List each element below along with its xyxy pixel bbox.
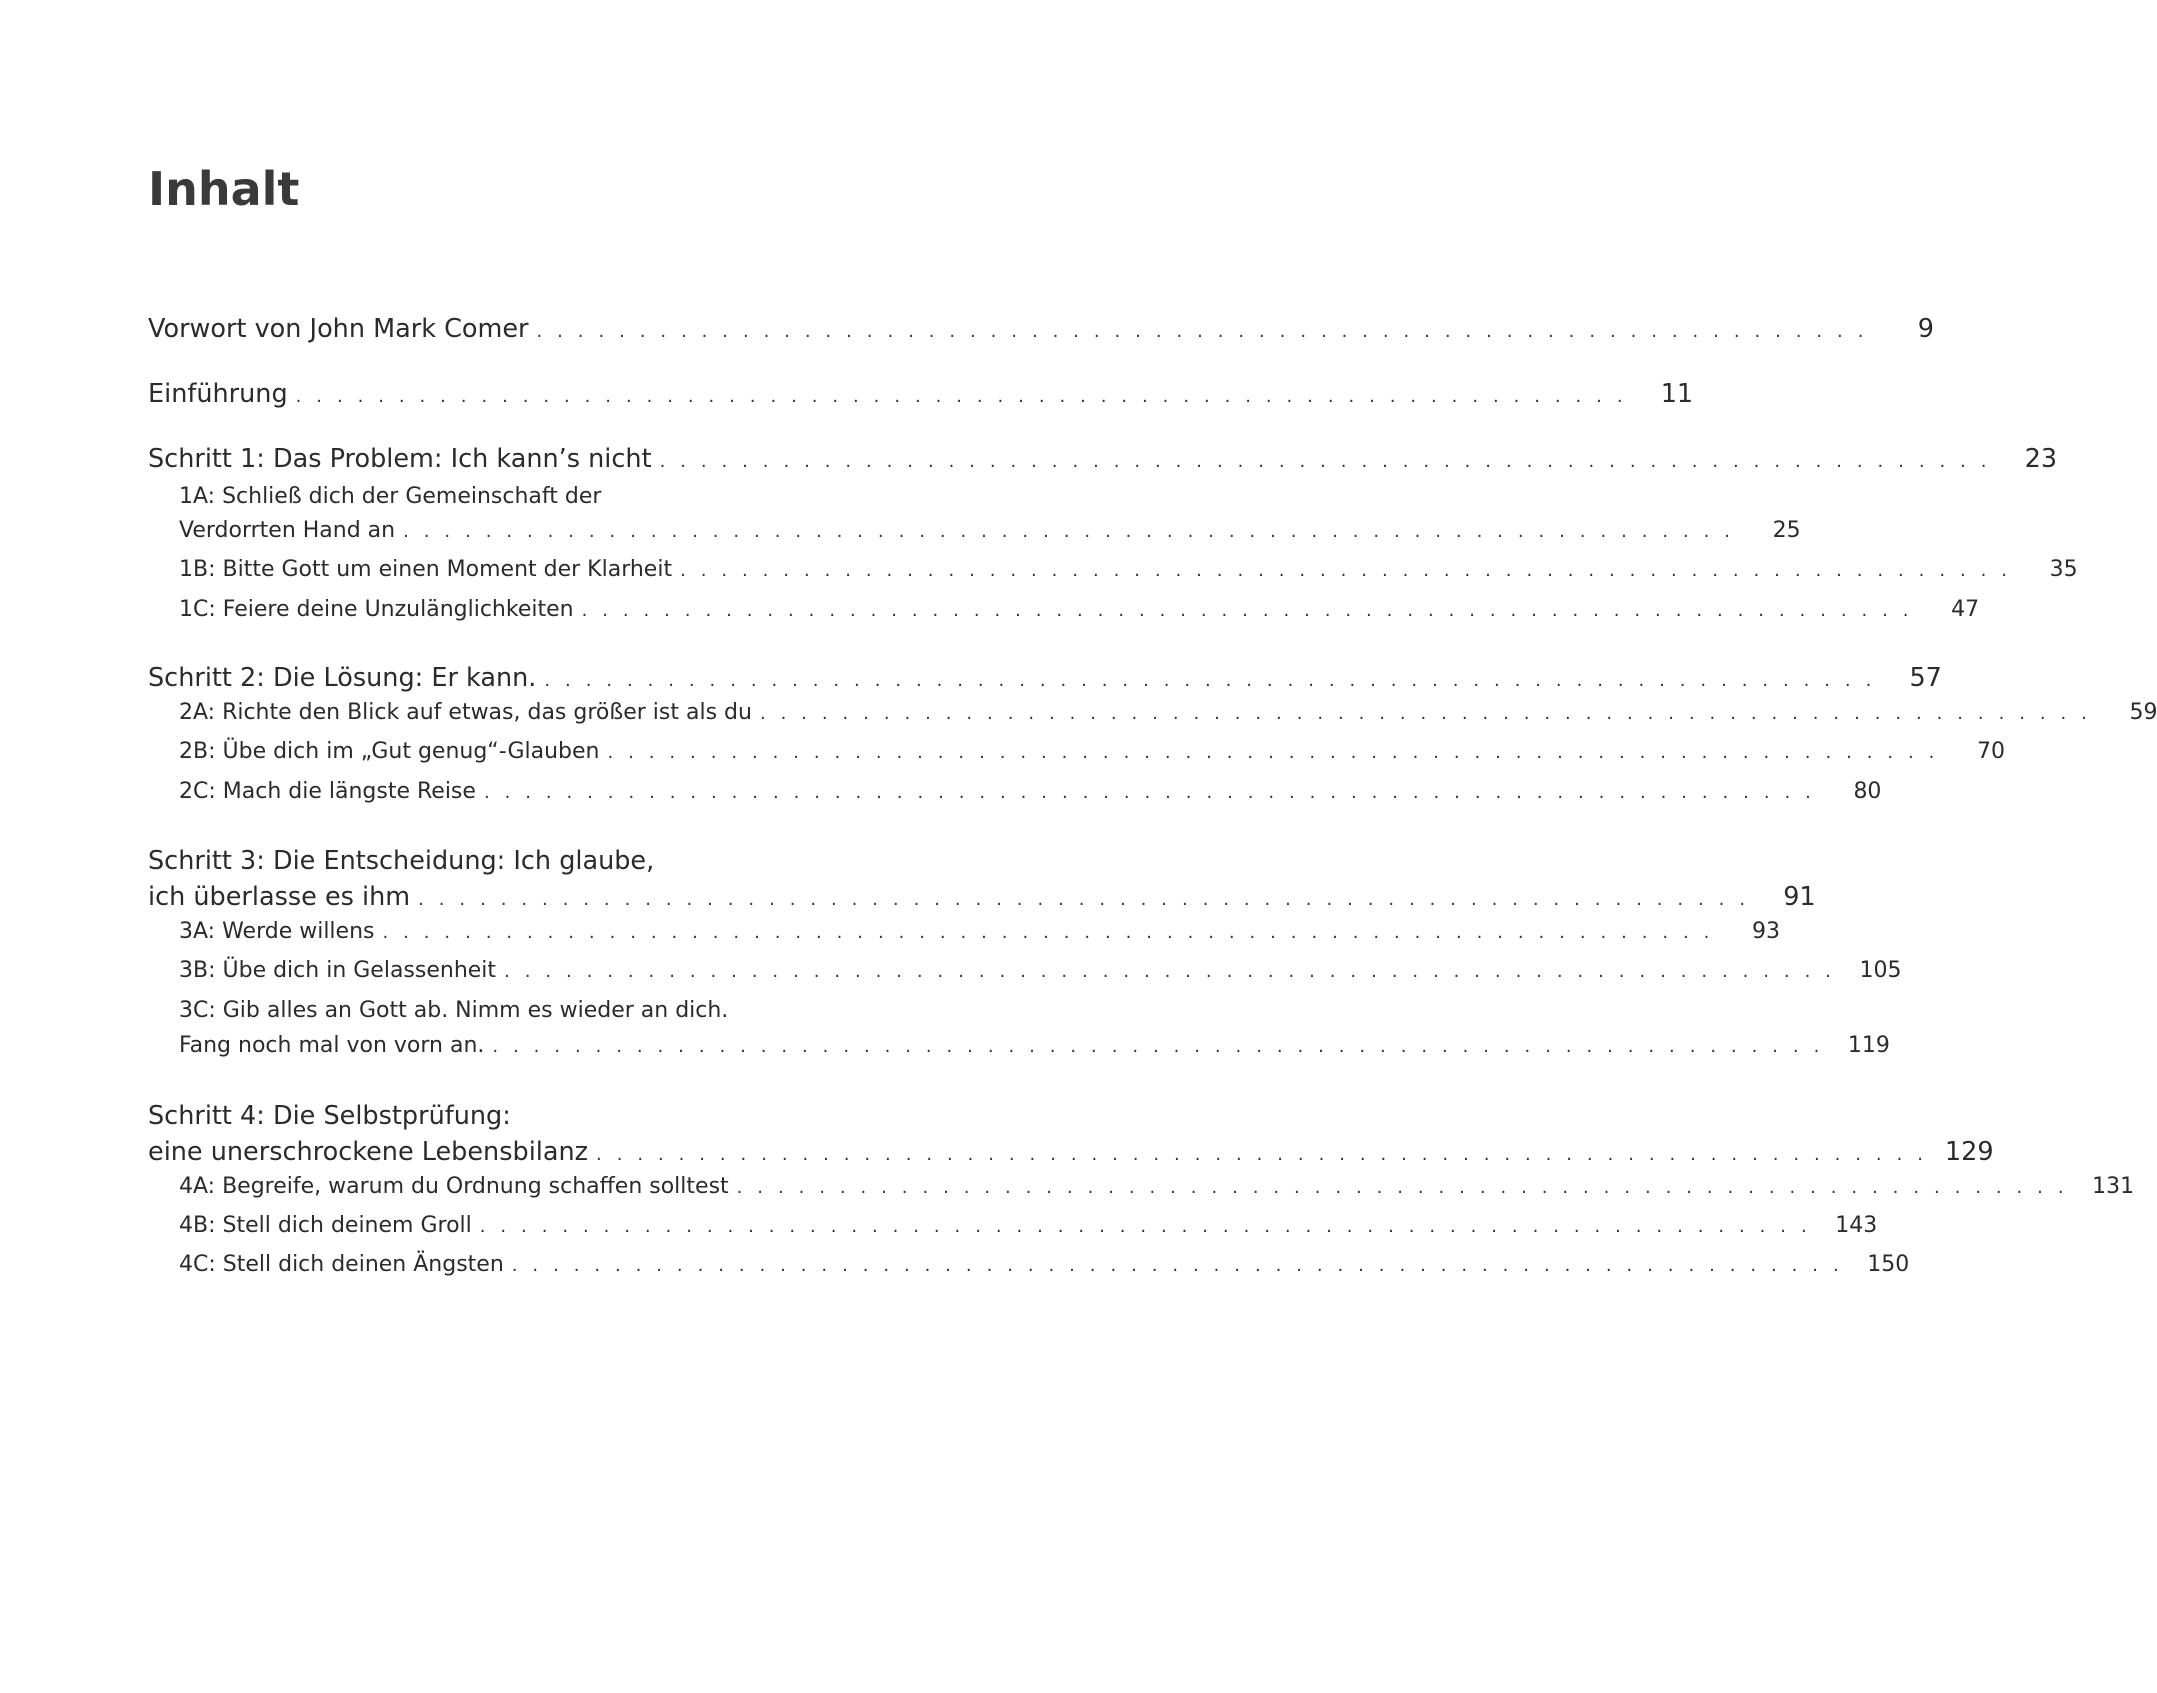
page-title: Inhalt	[148, 162, 300, 216]
toc-entry-4a[interactable]	[148, 1174, 2135, 1210]
toc-entry-1c[interactable]	[148, 597, 1980, 633]
toc-entry-page: 105	[1859, 958, 1902, 983]
leader-dots: . . . . . . . . . . . . . . . . . . . . . . . . . . . . . . . . . . . . . . . . . . . . . . . . . . . . . . . . . . . . . . . . .	[596, 1144, 1928, 1165]
toc-entry-label: Einführung	[148, 379, 288, 409]
leader-dots: . . . . . . . . . . . . . . . . . . . . . . . . . . . . . . . . . . . . . . . . . . . . . . . . . . . . . . . . . . . . . . . . .	[492, 1036, 1824, 1057]
toc-entry-2c[interactable]	[148, 779, 1882, 815]
toc-entry-label: Verdorrten Hand an	[179, 518, 396, 543]
toc-entry-label: 4A: Begreife, warum du Ordnung schaffen solltest	[179, 1174, 729, 1199]
toc-entry-3b[interactable]	[148, 958, 1902, 994]
toc-entry-page: 150	[1867, 1252, 1910, 1277]
toc-entry-page: 131	[2092, 1174, 2135, 1199]
leader-dots: . . . . . . . . . . . . . . . . . . . . . . . . . . . . . . . . . . . . . . . . . . . . . . . . . . . . . . . . . . . . . . . . .	[607, 742, 1939, 763]
leader-dots: . . . . . . . . . . . . . . . . . . . . . . . . . . . . . . . . . . . . . . . . . . . . . . . . . . . . . . . . . . . . . . . . .	[403, 521, 1735, 542]
toc-entry-1a-line1: 1A: Schließ dich der Gemeinschaft der	[179, 484, 602, 509]
toc-entry-page: 11	[1660, 379, 1694, 409]
leader-dots: . . . . . . . . . . . . . . . . . . . . . . . . . . . . . . . . . . . . . . . . . . . . . . . . . . . . . . . . . . . . . . . . .	[483, 782, 1816, 803]
toc-entry-label: 3B: Übe dich in Gelassenheit	[179, 958, 497, 983]
toc-entry-label: 2B: Übe dich im „Gut genug“-Glauben	[179, 739, 600, 764]
toc-entry-label: ich überlasse es ihm	[148, 882, 411, 912]
toc-entry-4b[interactable]	[148, 1213, 1878, 1249]
toc-entry-3c-line1: 3C: Gib alles an Gott ab. Nimm es wieder an dich.	[179, 998, 729, 1023]
toc-entry-2b[interactable]	[148, 739, 2005, 775]
toc-entry-4c[interactable]	[148, 1252, 1910, 1288]
toc-entry-schritt-4-line1: Schritt 4: Die Selbstprüfung:	[148, 1101, 511, 1131]
toc-entry-page: 9	[1917, 314, 1935, 344]
toc-entry-page: 129	[1944, 1137, 1994, 1167]
toc-entry-page: 47	[1951, 597, 1980, 622]
toc-entry-label: 3A: Werde willens	[179, 919, 375, 944]
leader-dots: . . . . . . . . . . . . . . . . . . . . . . . . . . . . . . . . . . . . . . . . . . . . . . . . . . . . . . . . . . . . . . . . .	[511, 1255, 1844, 1276]
toc-entry-1b[interactable]	[148, 557, 2078, 593]
toc-entry-label: Fang noch mal von vorn an.	[179, 1033, 485, 1058]
toc-entry-2a[interactable]	[148, 700, 2157, 736]
toc-entry-schritt-3-line1: Schritt 3: Die Entscheidung: Ich glaube,	[148, 846, 655, 876]
toc-entry-schritt-2[interactable]	[148, 663, 1942, 699]
leader-dots: . . . . . . . . . . . . . . . . . . . . . . . . . . . . . . . . . . . . . . . . . . . . . . . . . . . . . . . . . . . . . . . . .	[659, 451, 1992, 472]
toc-entry-label: 1B: Bitte Gott um einen Moment der Klarheit	[179, 557, 673, 582]
toc-entry-schritt-3[interactable]	[148, 882, 1816, 918]
leader-dots: . . . . . . . . . . . . . . . . . . . . . . . . . . . . . . . . . . . . . . . . . . . . . . . . . . . . . . . . . . . . . . . . .	[418, 889, 1750, 910]
toc-entry-label: 4B: Stell dich deinem Groll	[179, 1213, 472, 1238]
toc-entry-page: 80	[1853, 779, 1882, 804]
toc-entry-page: 91	[1783, 882, 1816, 912]
toc-entry-vorwort[interactable]	[148, 314, 1935, 350]
leader-dots: . . . . . . . . . . . . . . . . . . . . . . . . . . . . . . . . . . . . . . . . . . . . . . . . . . . . . . . . . . . . . . . . .	[295, 386, 1628, 407]
leader-dots: . . . . . . . . . . . . . . . . . . . . . . . . . . . . . . . . . . . . . . . . . . . . . . . . . . . . . . . . . . . . . . . . .	[382, 922, 1714, 943]
toc-entry-schritt-4[interactable]	[148, 1137, 1994, 1173]
toc-entry-schritt-1[interactable]	[148, 444, 2058, 480]
toc-entry-label: eine unerschrockene Lebensbilanz	[148, 1137, 589, 1167]
toc-entry-page: 93	[1752, 919, 1780, 944]
toc-entry-page: 35	[2049, 557, 2078, 582]
toc-entry-einfuehrung[interactable]	[148, 379, 1694, 415]
leader-dots: . . . . . . . . . . . . . . . . . . . . . . . . . . . . . . . . . . . . . . . . . . . . . . . . . . . . . . . . . . . . . . . . .	[536, 321, 1869, 342]
toc-entry-3a[interactable]	[148, 919, 1780, 955]
toc-entry-1a[interactable]	[148, 518, 1801, 554]
toc-entry-label: 1C: Feiere deine Unzulänglichkeiten	[179, 597, 574, 622]
leader-dots: . . . . . . . . . . . . . . . . . . . . . . . . . . . . . . . . . . . . . . . . . . . . . . . . . . . . . . . . . . . . . . . . .	[680, 560, 2012, 581]
toc-entry-3c[interactable]	[148, 1033, 1890, 1069]
toc-entry-page: 119	[1847, 1033, 1890, 1058]
leader-dots: . . . . . . . . . . . . . . . . . . . . . . . . . . . . . . . . . . . . . . . . . . . . . . . . . . . . . . . . . . . . . . . . .	[581, 600, 1914, 621]
toc-entry-label: 2C: Mach die längste Reise	[179, 779, 476, 804]
toc-entry-page: 25	[1772, 518, 1801, 543]
toc-entry-label: 2A: Richte den Blick auf etwas, das größer ist als du	[179, 700, 752, 725]
leader-dots: . . . . . . . . . . . . . . . . . . . . . . . . . . . . . . . . . . . . . . . . . . . . . . . . . . . . . . . . . . . . . . . . .	[479, 1216, 1812, 1237]
toc-entry-label: 4C: Stell dich deinen Ängsten	[179, 1252, 504, 1277]
leader-dots: . . . . . . . . . . . . . . . . . . . . . . . . . . . . . . . . . . . . . . . . . . . . . . . . . . . . . . . . . . . . . . . . .	[504, 961, 1836, 982]
leader-dots: . . . . . . . . . . . . . . . . . . . . . . . . . . . . . . . . . . . . . . . . . . . . . . . . . . . . . . . . . . . . . . . . .	[736, 1177, 2069, 1198]
leader-dots: . . . . . . . . . . . . . . . . . . . . . . . . . . . . . . . . . . . . . . . . . . . . . . . . . . . . . . . . . . . . . . . . .	[759, 703, 2092, 724]
toc-entry-page: 57	[1909, 663, 1942, 693]
toc-entry-label: Vorwort von John Mark Comer	[148, 314, 529, 344]
toc-entry-page: 143	[1835, 1213, 1878, 1238]
toc-entry-page: 23	[2024, 444, 2058, 474]
toc-entry-label: Schritt 1: Das Problem: Ich kann’s nicht	[148, 444, 652, 474]
toc-entry-page: 70	[1976, 739, 2005, 764]
toc-entry-label: Schritt 2: Die Lösung: Er kann.	[148, 663, 537, 693]
leader-dots: . . . . . . . . . . . . . . . . . . . . . . . . . . . . . . . . . . . . . . . . . . . . . . . . . . . . . . . . . . . . . . . . .	[544, 670, 1876, 691]
toc-entry-page: 59	[2129, 700, 2157, 725]
